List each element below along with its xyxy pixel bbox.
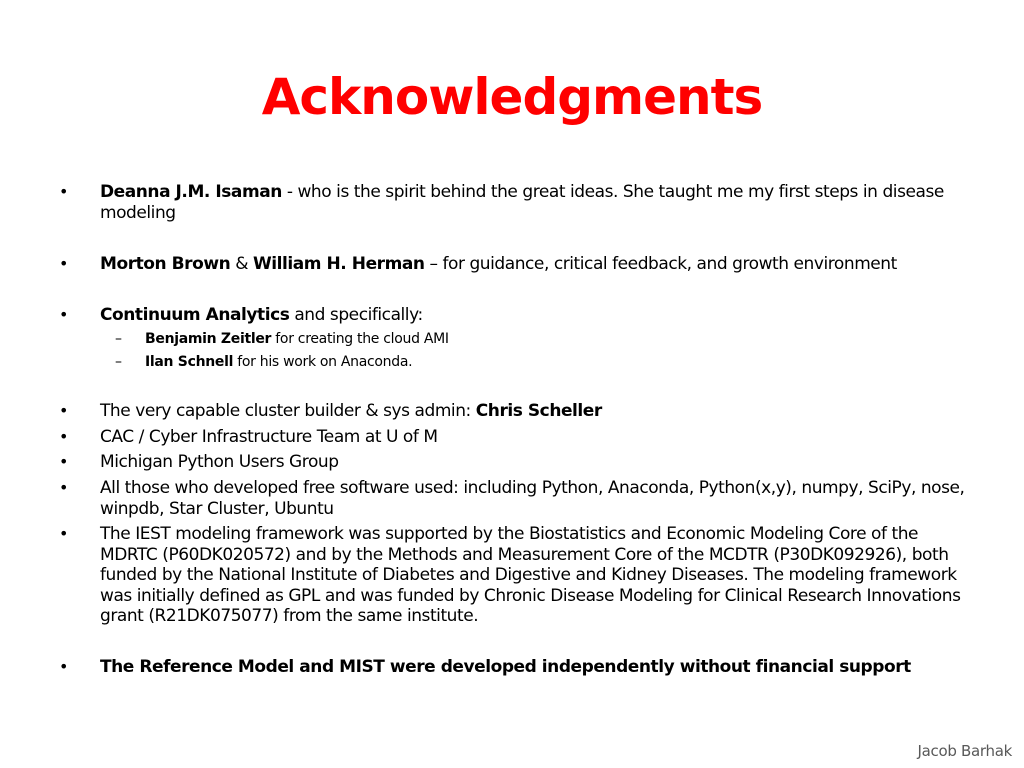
item-text: for creating the cloud AMI [271, 331, 449, 347]
person-name: Morton Brown [100, 254, 231, 274]
item-text: The very capable cluster builder & sys admin: [100, 401, 476, 421]
person-name: Ilan Schnell [145, 354, 234, 370]
dash-icon: – [115, 354, 122, 370]
item-text: & [230, 254, 253, 274]
dash-icon: – [115, 331, 122, 347]
person-name: William H. Herman [252, 254, 425, 274]
list-item-continuum [100, 305, 970, 326]
item-text: The Reference Model and MIST were developed independently without financial support [100, 657, 911, 677]
bullet-icon: • [59, 452, 69, 471]
sub-item-schnell [145, 353, 945, 371]
list-item-iest: The IEST modeling framework was supported by the Biostatistics and Economic Modeling Core of the MDRTC (P60DK020572) and by the Methods and Measurement Core of the MCDTR (P30DK092926), both funded by the National Institute of Diabetes and Digestive and Kidney Diseases. The modeling framework was initially defined as GPL and was funded by Chronic Disease Modeling for Clinical Research Innovations grant (R21DK075077) from the same institute. [100, 524, 961, 626]
person-name: Benjamin Zeitler [145, 331, 272, 347]
list-item-python-group: Michigan Python Users Group [100, 452, 339, 472]
bullet-icon: • [59, 657, 69, 676]
bullet-icon: • [59, 305, 69, 324]
list-item-cac: CAC / Cyber Infrastructure Team at U of M [100, 427, 438, 447]
footer-author: Jacob Barhak [917, 742, 1012, 760]
list-item-isaman [100, 182, 970, 223]
list-item-mist [100, 657, 970, 678]
bullet-icon: • [59, 524, 69, 543]
bullet-icon: • [59, 254, 69, 273]
item-text: - who is the spirit behind the great ideas. She taught me my first steps in disease modeling [100, 182, 944, 223]
person-name: Deanna J.M. Isaman [100, 182, 282, 202]
sub-item-zeitler [145, 330, 945, 348]
list-item-brown-herman [100, 254, 970, 275]
slide-title: Acknowledgments [261, 68, 763, 126]
item-text: for his work on Anaconda. [233, 354, 413, 370]
item-text: and specifically: [289, 305, 423, 325]
bullet-icon: • [59, 401, 69, 420]
organization-name: Continuum Analytics [100, 305, 290, 325]
list-item-software: All those who developed free software used: including Python, Anaconda, Python(x,y), numpy, SciPy, nose, winpdb, Star Cluster, Ubuntu [100, 478, 965, 519]
bullet-icon: • [59, 427, 69, 446]
list-item-scheller [100, 401, 970, 422]
person-name: Chris Scheller [475, 401, 602, 421]
bullet-icon: • [59, 182, 69, 201]
bullet-icon: • [59, 478, 69, 497]
item-text: – for guidance, critical feedback, and growth environment [424, 254, 897, 274]
